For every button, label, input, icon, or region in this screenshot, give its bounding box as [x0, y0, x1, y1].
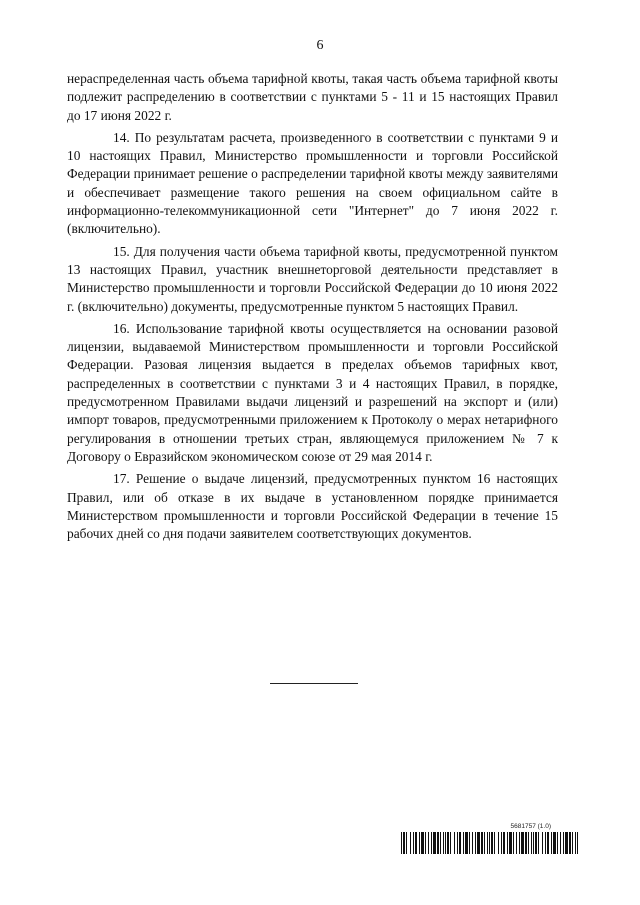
end-separator-line	[270, 683, 358, 684]
barcode-block	[401, 823, 579, 854]
paragraph-17: 17. Решение о выдаче лицензий, предусмотренных пунктом 16 настоящих Правил, или об отказе в их выдаче в установленном порядке принимается Министерством промышленности и торговли Российской Федерации в течение 15 рабочих дней со дня подачи заявителем соответствующих документов.	[67, 471, 558, 542]
barcode-code-text: 5681757 (1.0)	[510, 823, 551, 830]
paragraph-continuation: нераспределенная часть объема тарифной квоты, такая часть объема тарифной квоты подлежит распределению в соответствии с пунктами 5 - 11 и 15 настоящих Правил до 17 июня 2022 г.	[67, 71, 558, 123]
barcode-image	[401, 832, 579, 854]
page-number: 6	[316, 38, 324, 53]
paragraph-16: 16. Использование тарифной квоты осуществляется на основании разовой лицензии, выдаваемой Министерством промышленности и торговли Российской Федерации. Разовая лицензия выдается в пределах объемов тарифных квот, распределенных в соответствии с пунктами 3 и 4 настоящих Правил, в порядке, предусмотренном Правилами выдачи лицензий и разрешений на экспорт и (или) импорт товаров, предусмотренными приложением к Протоколу о мерах нетарифного регулирования в отношении третьих стран, являющемуся приложением № 7 к Договору о Евразийском экономическом союзе от 29 мая 2014 г.	[67, 320, 558, 464]
paragraph-14: 14. По результатам расчета, произведенного в соответствии с пунктами 9 и 10 настоящих Правил, Министерство промышленности и торговли Российской Федерации принимает решение о распределении тарифной квоты между заявителями и обеспечивает размещение такого решения на своем официальном сайте в информационно-телекоммуникационной сети "Интернет" до 7 июня 2022 г. (включительно).	[67, 129, 558, 237]
document-body	[67, 70, 558, 547]
paragraph-15: 15. Для получения части объема тарифной квоты, предусмотренной пунктом 13 настоящих Правил, участник внешнеторговой деятельности представляет в Министерство промышленности и торговли Российской Федерации до 10 июня 2022 г. (включительно) документы, предусмотренные пунктом 5 настоящих Правил.	[67, 243, 558, 314]
